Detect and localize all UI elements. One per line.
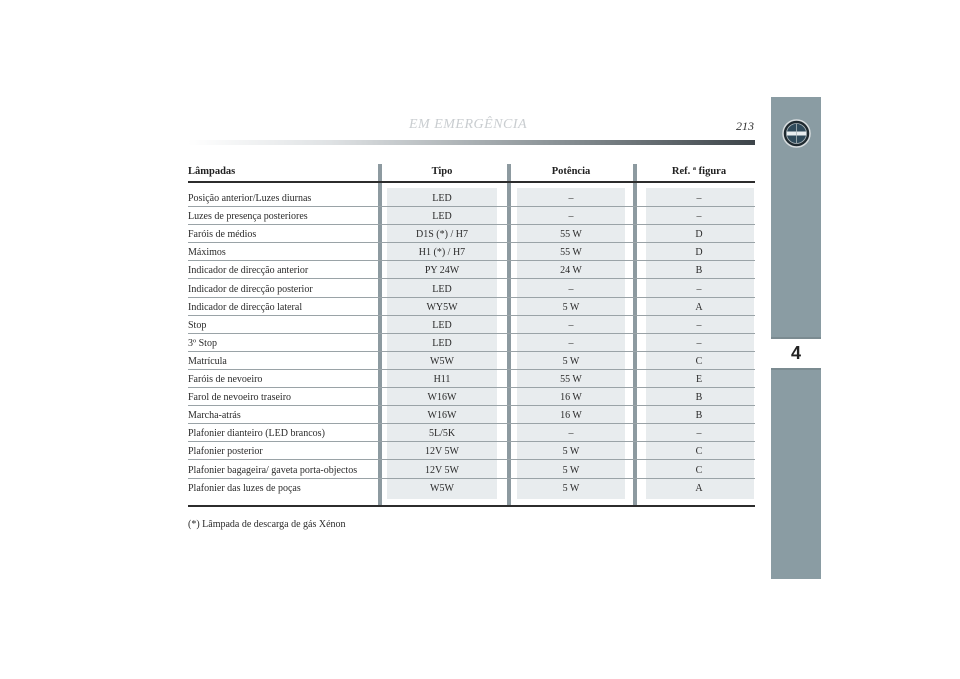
- lamp-power: 16 W: [560, 392, 582, 404]
- header-rule: [188, 140, 755, 145]
- lamp-type: PY 24W: [424, 265, 460, 277]
- lamp-name: Posição anterior/Luzes diurnas: [188, 193, 312, 204]
- lamp-figure-ref: –: [696, 337, 702, 349]
- lamp-power: 16 W: [560, 410, 582, 422]
- lamp-type: W16W: [427, 410, 457, 422]
- table-row: [188, 442, 755, 460]
- header-rule-thick: [188, 181, 755, 183]
- lamp-figure-ref: C: [695, 464, 703, 476]
- chapter-tab[interactable]: 4: [771, 337, 821, 370]
- lamp-type: 12V 5W: [425, 464, 459, 476]
- lamp-power: –: [568, 319, 574, 331]
- lamp-name: Plafonier dianteiro (LED brancos): [188, 428, 325, 440]
- lamp-type: W16W: [427, 392, 457, 404]
- lamp-type: LED: [432, 337, 452, 349]
- header-ref: Ref. ª figura: [671, 166, 727, 177]
- lamp-power: –: [568, 211, 574, 223]
- lamp-figure-ref: –: [696, 211, 702, 223]
- lamp-figure-ref: –: [696, 319, 702, 331]
- lamp-type: LED: [432, 283, 452, 295]
- table-row: [188, 280, 755, 298]
- table-row: [188, 461, 755, 479]
- lamp-power: –: [568, 428, 574, 440]
- lamp-figure-ref: B: [695, 410, 703, 422]
- lamp-type: W5W: [430, 355, 454, 367]
- table-row: [188, 388, 755, 406]
- lamp-name: Marcha-atrás: [188, 410, 241, 422]
- lamp-type: LED: [432, 319, 452, 331]
- lamp-type: D1S (*) / H7: [416, 229, 468, 241]
- lamp-figure-ref: A: [695, 482, 703, 494]
- lamp-power: 24 W: [560, 265, 582, 277]
- table-bottom-rule: [188, 505, 755, 507]
- table-row: [188, 189, 755, 207]
- lamp-type: W5W: [430, 482, 454, 494]
- lamp-name: Indicador de direcção posterior: [188, 283, 313, 295]
- lamp-name: Plafonier bagageira/ gaveta porta-objectos: [188, 464, 358, 476]
- lamp-figure-ref: –: [696, 428, 702, 440]
- lancia-logo-icon: [782, 119, 811, 148]
- lamp-type: 5L/5K: [428, 428, 456, 440]
- lamp-name: Farol de nevoeiro traseiro: [188, 392, 292, 404]
- lamp-name: Indicador de direcção lateral: [188, 301, 303, 313]
- table-row: [188, 370, 755, 388]
- lamp-power: 5 W: [562, 446, 580, 458]
- lamp-figure-ref: C: [695, 446, 703, 458]
- header-type: Tipo: [431, 166, 453, 177]
- header-power: Potência: [551, 166, 591, 177]
- lamp-power: –: [568, 283, 574, 295]
- table-row: [188, 352, 755, 370]
- header-lamp: Lâmpadas: [188, 166, 236, 177]
- lamp-type: LED: [432, 211, 452, 223]
- lamp-figure-ref: A: [695, 301, 703, 313]
- table-row: [188, 479, 755, 497]
- lamp-name: Matrícula: [188, 355, 227, 367]
- lamp-type: 12V 5W: [425, 446, 459, 458]
- lamp-figure-ref: D: [695, 229, 703, 241]
- lamp-type: LED: [432, 193, 452, 204]
- lamp-type: WY5W: [426, 301, 458, 313]
- lamp-figure-ref: –: [696, 193, 702, 204]
- page-number: 213: [736, 119, 754, 133]
- lamp-power: 5 W: [562, 464, 580, 476]
- table-row: [188, 316, 755, 334]
- lamp-name: Stop: [188, 319, 207, 331]
- lamp-name: Faróis de médios: [188, 229, 257, 241]
- lamp-power: 55 W: [560, 229, 582, 241]
- section-title: EM EMERGÊNCIA: [409, 117, 528, 132]
- lamp-name: Máximos: [188, 247, 226, 259]
- table-row: [188, 261, 755, 279]
- lamp-type: H1 (*) / H7: [418, 247, 466, 259]
- lamp-power: 5 W: [562, 301, 580, 313]
- lamp-figure-ref: E: [695, 374, 703, 385]
- lamp-figure-ref: D: [695, 247, 703, 259]
- lamp-power: –: [568, 193, 574, 204]
- table-row: [188, 207, 755, 225]
- lamp-power: 5 W: [562, 355, 580, 367]
- lamp-name: 3º Stop: [188, 337, 217, 349]
- lamp-power: 5 W: [562, 482, 580, 494]
- lamp-name: Plafonier das luzes de poças: [188, 482, 301, 494]
- lamp-figure-ref: B: [695, 265, 703, 277]
- footnote: (*) Lâmpada de descarga de gás Xénon: [188, 519, 346, 530]
- lamp-type: H11: [433, 374, 451, 385]
- lamp-power: –: [568, 337, 574, 349]
- lamp-figure-ref: –: [696, 283, 702, 295]
- lamp-figure-ref: B: [695, 392, 703, 404]
- table-row: [188, 424, 755, 442]
- table-row: [188, 298, 755, 316]
- table-row: [188, 225, 755, 243]
- lamp-power: 55 W: [560, 374, 582, 385]
- lamp-name: Luzes de presença posteriores: [188, 211, 308, 223]
- table-row: [188, 406, 755, 424]
- table-row: [188, 334, 755, 352]
- table-row: [188, 243, 755, 261]
- lamp-power: 55 W: [560, 247, 582, 259]
- lamp-figure-ref: C: [695, 355, 703, 367]
- lamp-name: Indicador de direcção anterior: [188, 265, 309, 277]
- lamp-name: Plafonier posterior: [188, 446, 263, 458]
- lamp-name: Faróis de nevoeiro: [188, 374, 263, 385]
